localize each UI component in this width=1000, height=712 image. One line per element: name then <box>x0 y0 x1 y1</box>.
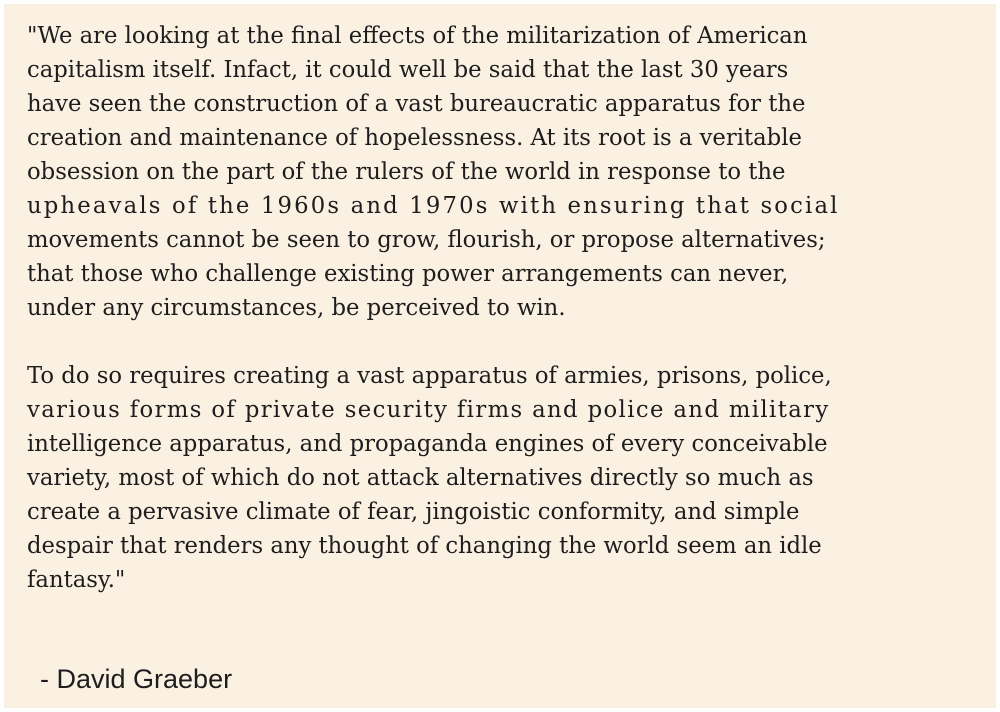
attribution: - David Graeber <box>40 664 233 694</box>
quote-paragraph-1 <box>27 19 987 325</box>
quote-line: that those who challenge existing power arrangements can never, <box>27 261 789 287</box>
quote-line: intelligence apparatus, and propaganda engines of every conceivable <box>27 431 828 457</box>
quote-line: create a pervasive climate of fear, jingoistic conformity, and simple <box>27 499 800 525</box>
quote-line: obsession on the part of the rulers of the world in response to the <box>27 159 786 185</box>
quote-line: despair that renders any thought of changing the world seem an idle <box>27 533 822 559</box>
quote-line: have seen the construction of a vast bureaucratic apparatus for the <box>27 91 806 117</box>
quote-line: movements cannot be seen to grow, flourish, or propose alternatives; <box>27 227 826 253</box>
quote-line: variety, most of which do not attack alternatives directly so much as <box>27 465 814 491</box>
quote-line: "We are looking at the final effects of the militarization of American <box>27 23 808 49</box>
quote-line: capitalism itself. Infact, it could well be said that the last 30 years <box>27 57 789 83</box>
quote-paragraph-2 <box>27 359 987 597</box>
quote-line: To do so requires creating a vast apparatus of armies, prisons, police, <box>27 363 832 389</box>
quote-line: various forms of private security firms and police and military <box>27 397 830 423</box>
quote-line: creation and maintenance of hopelessness. At its root is a veritable <box>27 125 802 151</box>
quote-line: fantasy." <box>27 567 126 593</box>
quote-text <box>27 19 987 597</box>
quote-line: under any circumstances, be perceived to win. <box>27 295 566 321</box>
quote-line: upheavals of the 1960s and 1970s with ensuring that social <box>27 193 840 219</box>
quote-card <box>4 4 996 708</box>
